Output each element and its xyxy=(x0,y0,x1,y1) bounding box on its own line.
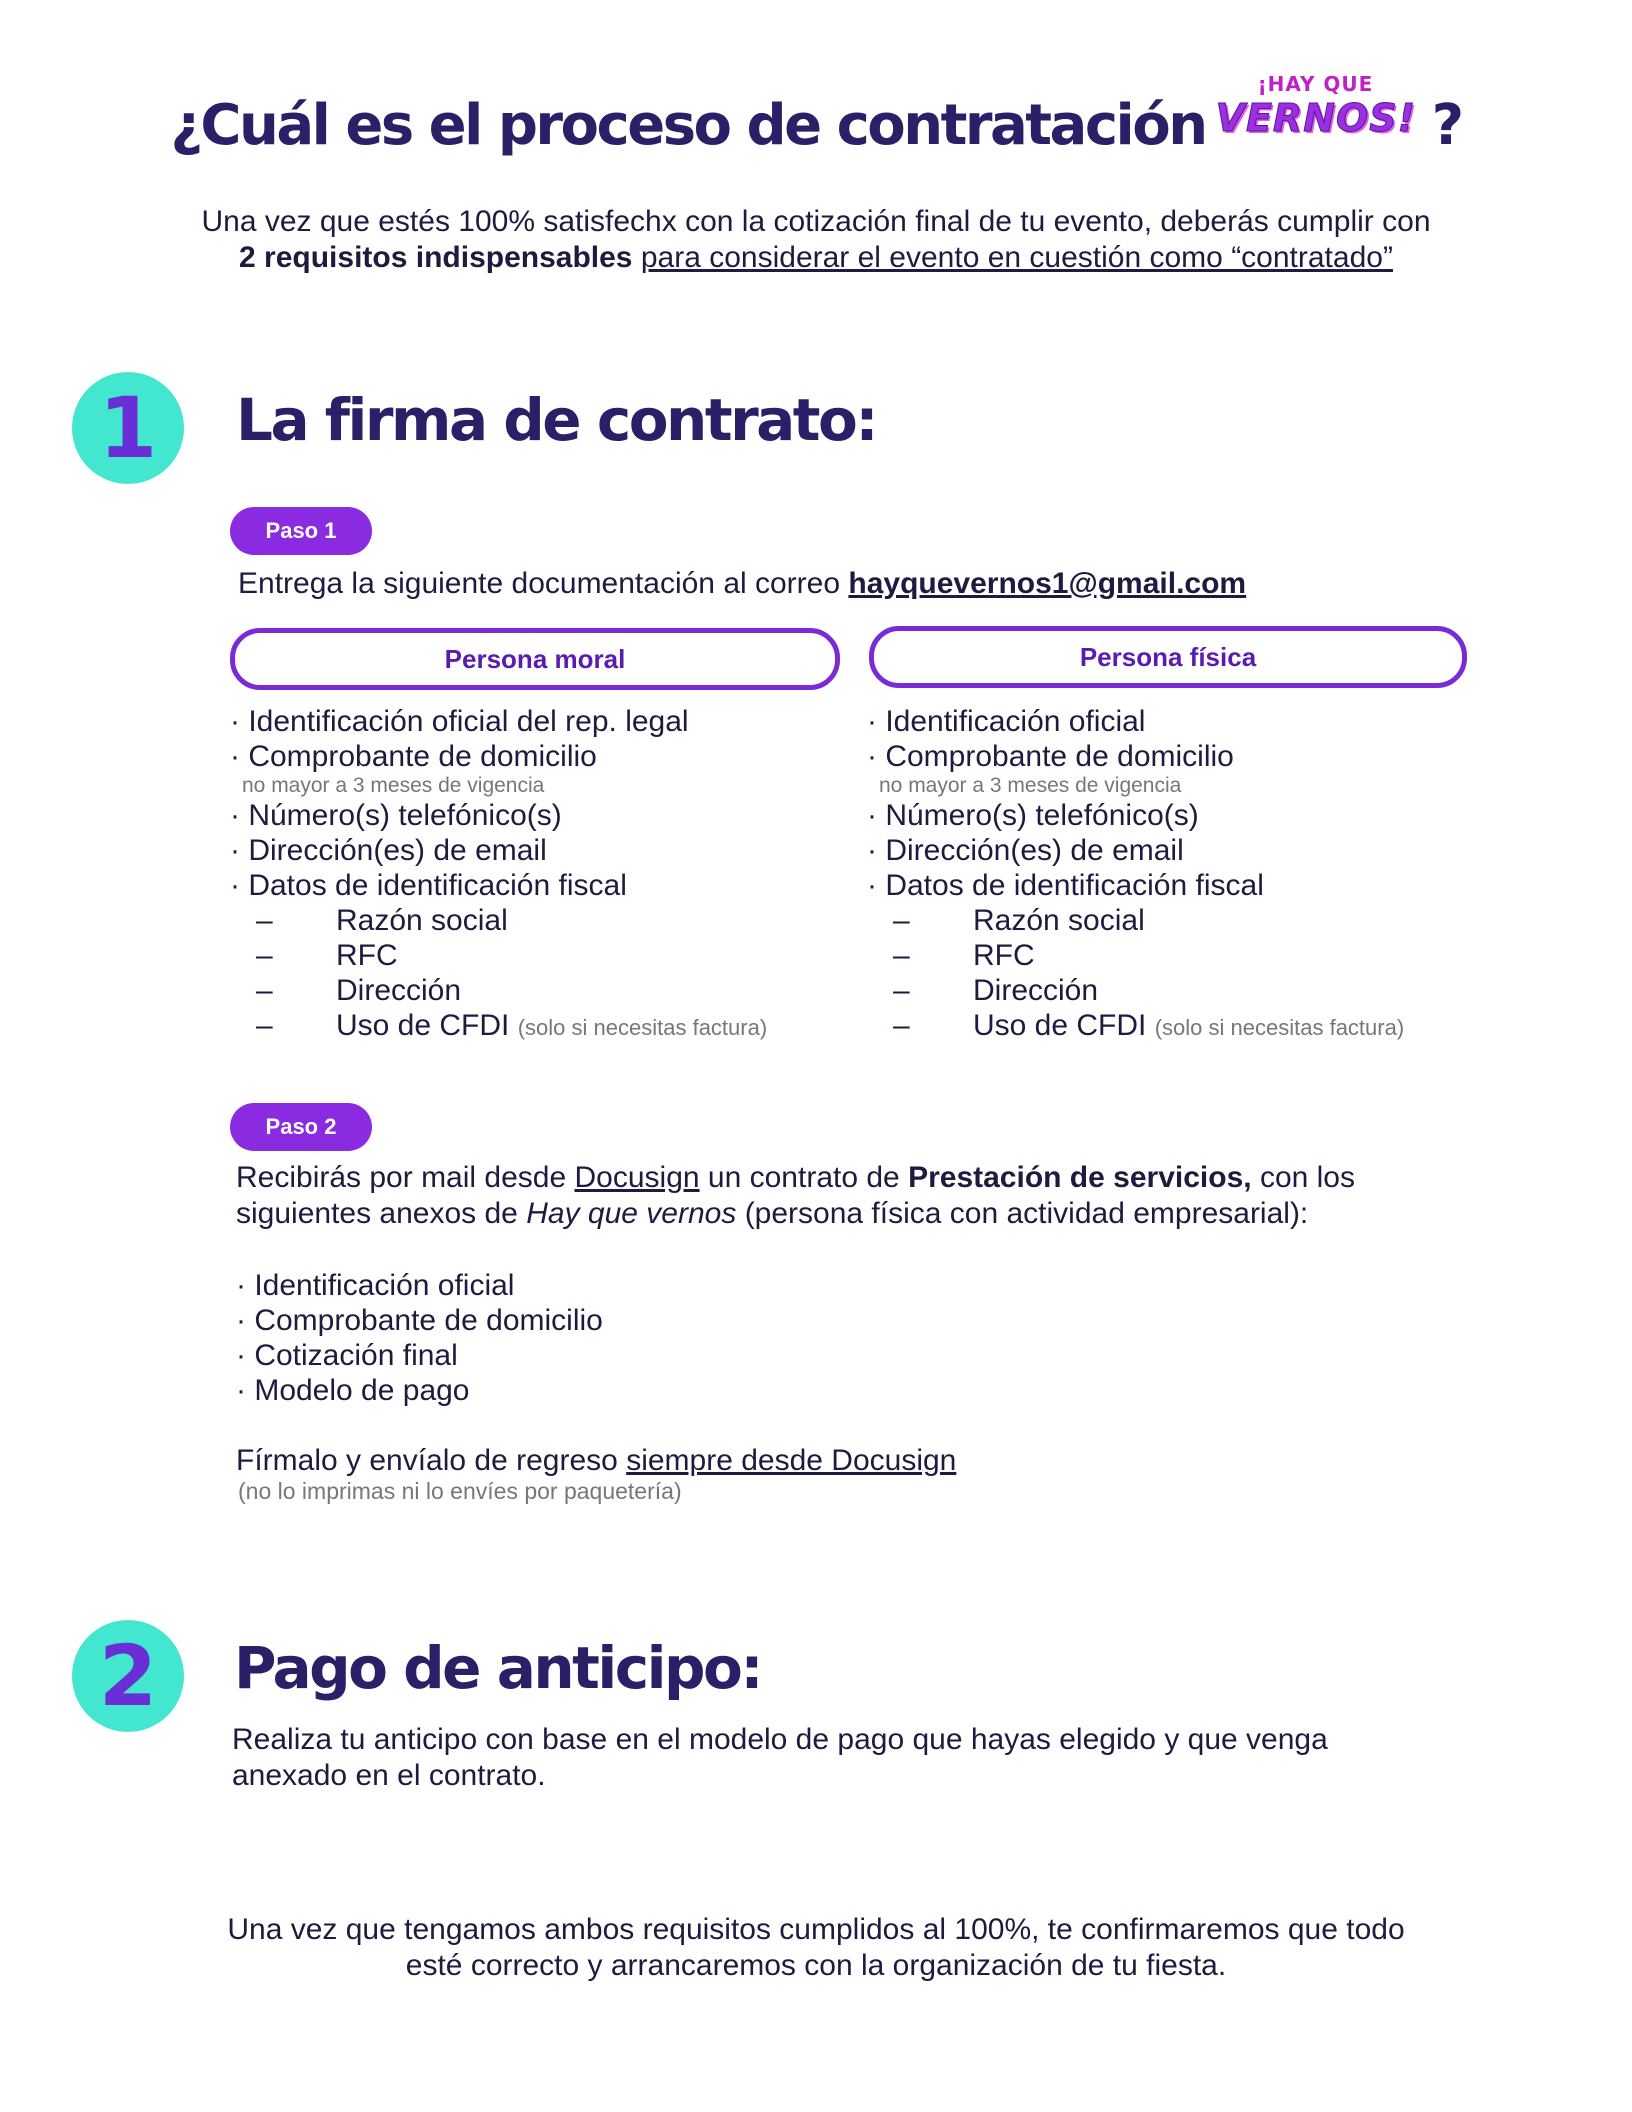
title-start: ¿Cuál es el proceso de contratación xyxy=(170,93,1206,158)
sub-item-label: Razón social xyxy=(973,904,1145,937)
dash: – xyxy=(256,1009,273,1042)
list-note: no mayor a 3 meses de vigencia xyxy=(879,774,1182,797)
sub-item xyxy=(230,1008,767,1045)
section2-line2: anexado en el contrato. xyxy=(232,1759,546,1792)
intro-line1: Una vez que estés 100% satisfechx con la cotización final de tu evento, deberás cumplir con xyxy=(201,205,1431,238)
list-note: no mayor a 3 meses de vigencia xyxy=(242,774,545,797)
persona-moral-list xyxy=(230,704,767,1045)
dash: – xyxy=(893,904,910,937)
text: un contrato de xyxy=(707,1161,900,1194)
dash: – xyxy=(893,939,910,972)
logo-line1: ¡HAY QUE xyxy=(1257,72,1374,96)
dash: – xyxy=(893,1009,910,1042)
list-item: · Identificación oficial xyxy=(236,1269,515,1302)
step1-instruction xyxy=(238,566,1246,602)
paso-1-badge: Paso 1 xyxy=(230,507,372,555)
sub-item-note: (solo si necesitas factura) xyxy=(517,1015,768,1040)
intro-text xyxy=(0,204,1632,276)
list-item: · Número(s) telefónico(s) xyxy=(867,799,1199,832)
sub-item xyxy=(230,903,767,938)
list-item: · Dirección(es) de email xyxy=(230,834,547,867)
italic-text: Hay que vernos xyxy=(526,1197,737,1230)
list-item: · Comprobante de domicilio xyxy=(867,740,1234,773)
intro-underlined: para considerar el evento en cuestión como “contratado” xyxy=(640,241,1393,274)
sub-item xyxy=(867,973,1404,1008)
step-number-2-badge: 2 xyxy=(72,1620,184,1732)
step-number-1-badge: 1 xyxy=(72,372,184,484)
intro-bold: 2 requisitos indispensables xyxy=(239,241,633,274)
section2-title: Pago de anticipo: xyxy=(234,1634,762,1702)
text: Recibirás por mail desde xyxy=(236,1161,567,1194)
sub-item xyxy=(230,938,767,973)
list-item: · Identificación oficial del rep. legal xyxy=(230,705,689,738)
footer-text xyxy=(0,1912,1632,1984)
dash: – xyxy=(256,974,273,1007)
sub-item-label: Dirección xyxy=(973,974,1099,1007)
sub-item-label: RFC xyxy=(973,939,1035,972)
bold-text: Prestación de servicios, xyxy=(908,1161,1252,1194)
sub-item-label: Uso de CFDI xyxy=(973,1009,1147,1042)
text: (persona física con actividad empresarial): xyxy=(744,1197,1309,1230)
list-item: · Comprobante de domicilio xyxy=(236,1304,603,1337)
list-item: · Modelo de pago xyxy=(236,1374,470,1407)
footer-line2: esté correcto y arrancaremos con la organización de tu fiesta. xyxy=(405,1949,1227,1982)
sub-item-label: Uso de CFDI xyxy=(336,1009,510,1042)
annex-list xyxy=(236,1268,603,1408)
brand-logo xyxy=(1215,72,1426,152)
section1-title: La firma de contrato: xyxy=(236,386,877,454)
sign-note: (no lo imprimas ni lo envíes por paquetería) xyxy=(238,1478,682,1504)
persona-fisica-header: Persona física xyxy=(869,626,1467,688)
list-item: · Identificación oficial xyxy=(867,705,1146,738)
page-title xyxy=(0,72,1632,158)
sub-item-label: Razón social xyxy=(336,904,508,937)
list-item: · Dirección(es) de email xyxy=(867,834,1184,867)
sub-item-label: RFC xyxy=(336,939,398,972)
sub-item-note: (solo si necesitas factura) xyxy=(1154,1015,1405,1040)
section2-paragraph xyxy=(232,1722,1328,1794)
list-item: · Cotización final xyxy=(236,1339,458,1372)
text: Fírmalo y envíalo de regreso xyxy=(236,1444,618,1477)
sub-item xyxy=(230,973,767,1008)
list-item: · Datos de identificación fiscal xyxy=(230,869,627,902)
step2-line1 xyxy=(236,1160,1355,1196)
dash: – xyxy=(256,904,273,937)
intro-line2 xyxy=(0,240,1632,276)
list-item: · Comprobante de domicilio xyxy=(230,740,597,773)
list-item: · Número(s) telefónico(s) xyxy=(230,799,562,832)
sub-item xyxy=(867,903,1404,938)
docusign-link[interactable]: Docusign xyxy=(574,1161,700,1194)
sub-item xyxy=(867,1008,1404,1045)
email-link[interactable]: hayquevernos1@gmail.com xyxy=(848,567,1247,600)
paso-2-badge: Paso 2 xyxy=(230,1103,372,1151)
underlined-text: siempre desde Docusign xyxy=(626,1444,957,1477)
sub-item-label: Dirección xyxy=(336,974,462,1007)
footer-line1: Una vez que tengamos ambos requisitos cumplidos al 100%, te confirmaremos que todo xyxy=(227,1913,1405,1946)
step2-line2 xyxy=(236,1196,1355,1232)
persona-moral-header: Persona moral xyxy=(230,628,840,690)
text: siguientes anexos de xyxy=(236,1197,518,1230)
step1-text: Entrega la siguiente documentación al correo xyxy=(238,567,841,600)
dash: – xyxy=(893,974,910,1007)
persona-fisica-list xyxy=(867,704,1404,1045)
text: con los xyxy=(1259,1161,1355,1194)
sub-item xyxy=(867,938,1404,973)
dash: – xyxy=(256,939,273,972)
logo-line2: VERNOS! xyxy=(1215,96,1416,140)
section2-line1: Realiza tu anticipo con base en el modelo de pago que hayas elegido y que venga xyxy=(232,1723,1328,1756)
step2-paragraph xyxy=(236,1160,1355,1232)
list-item: · Datos de identificación fiscal xyxy=(867,869,1264,902)
title-end: ? xyxy=(1431,93,1462,158)
sign-instruction xyxy=(236,1443,956,1479)
